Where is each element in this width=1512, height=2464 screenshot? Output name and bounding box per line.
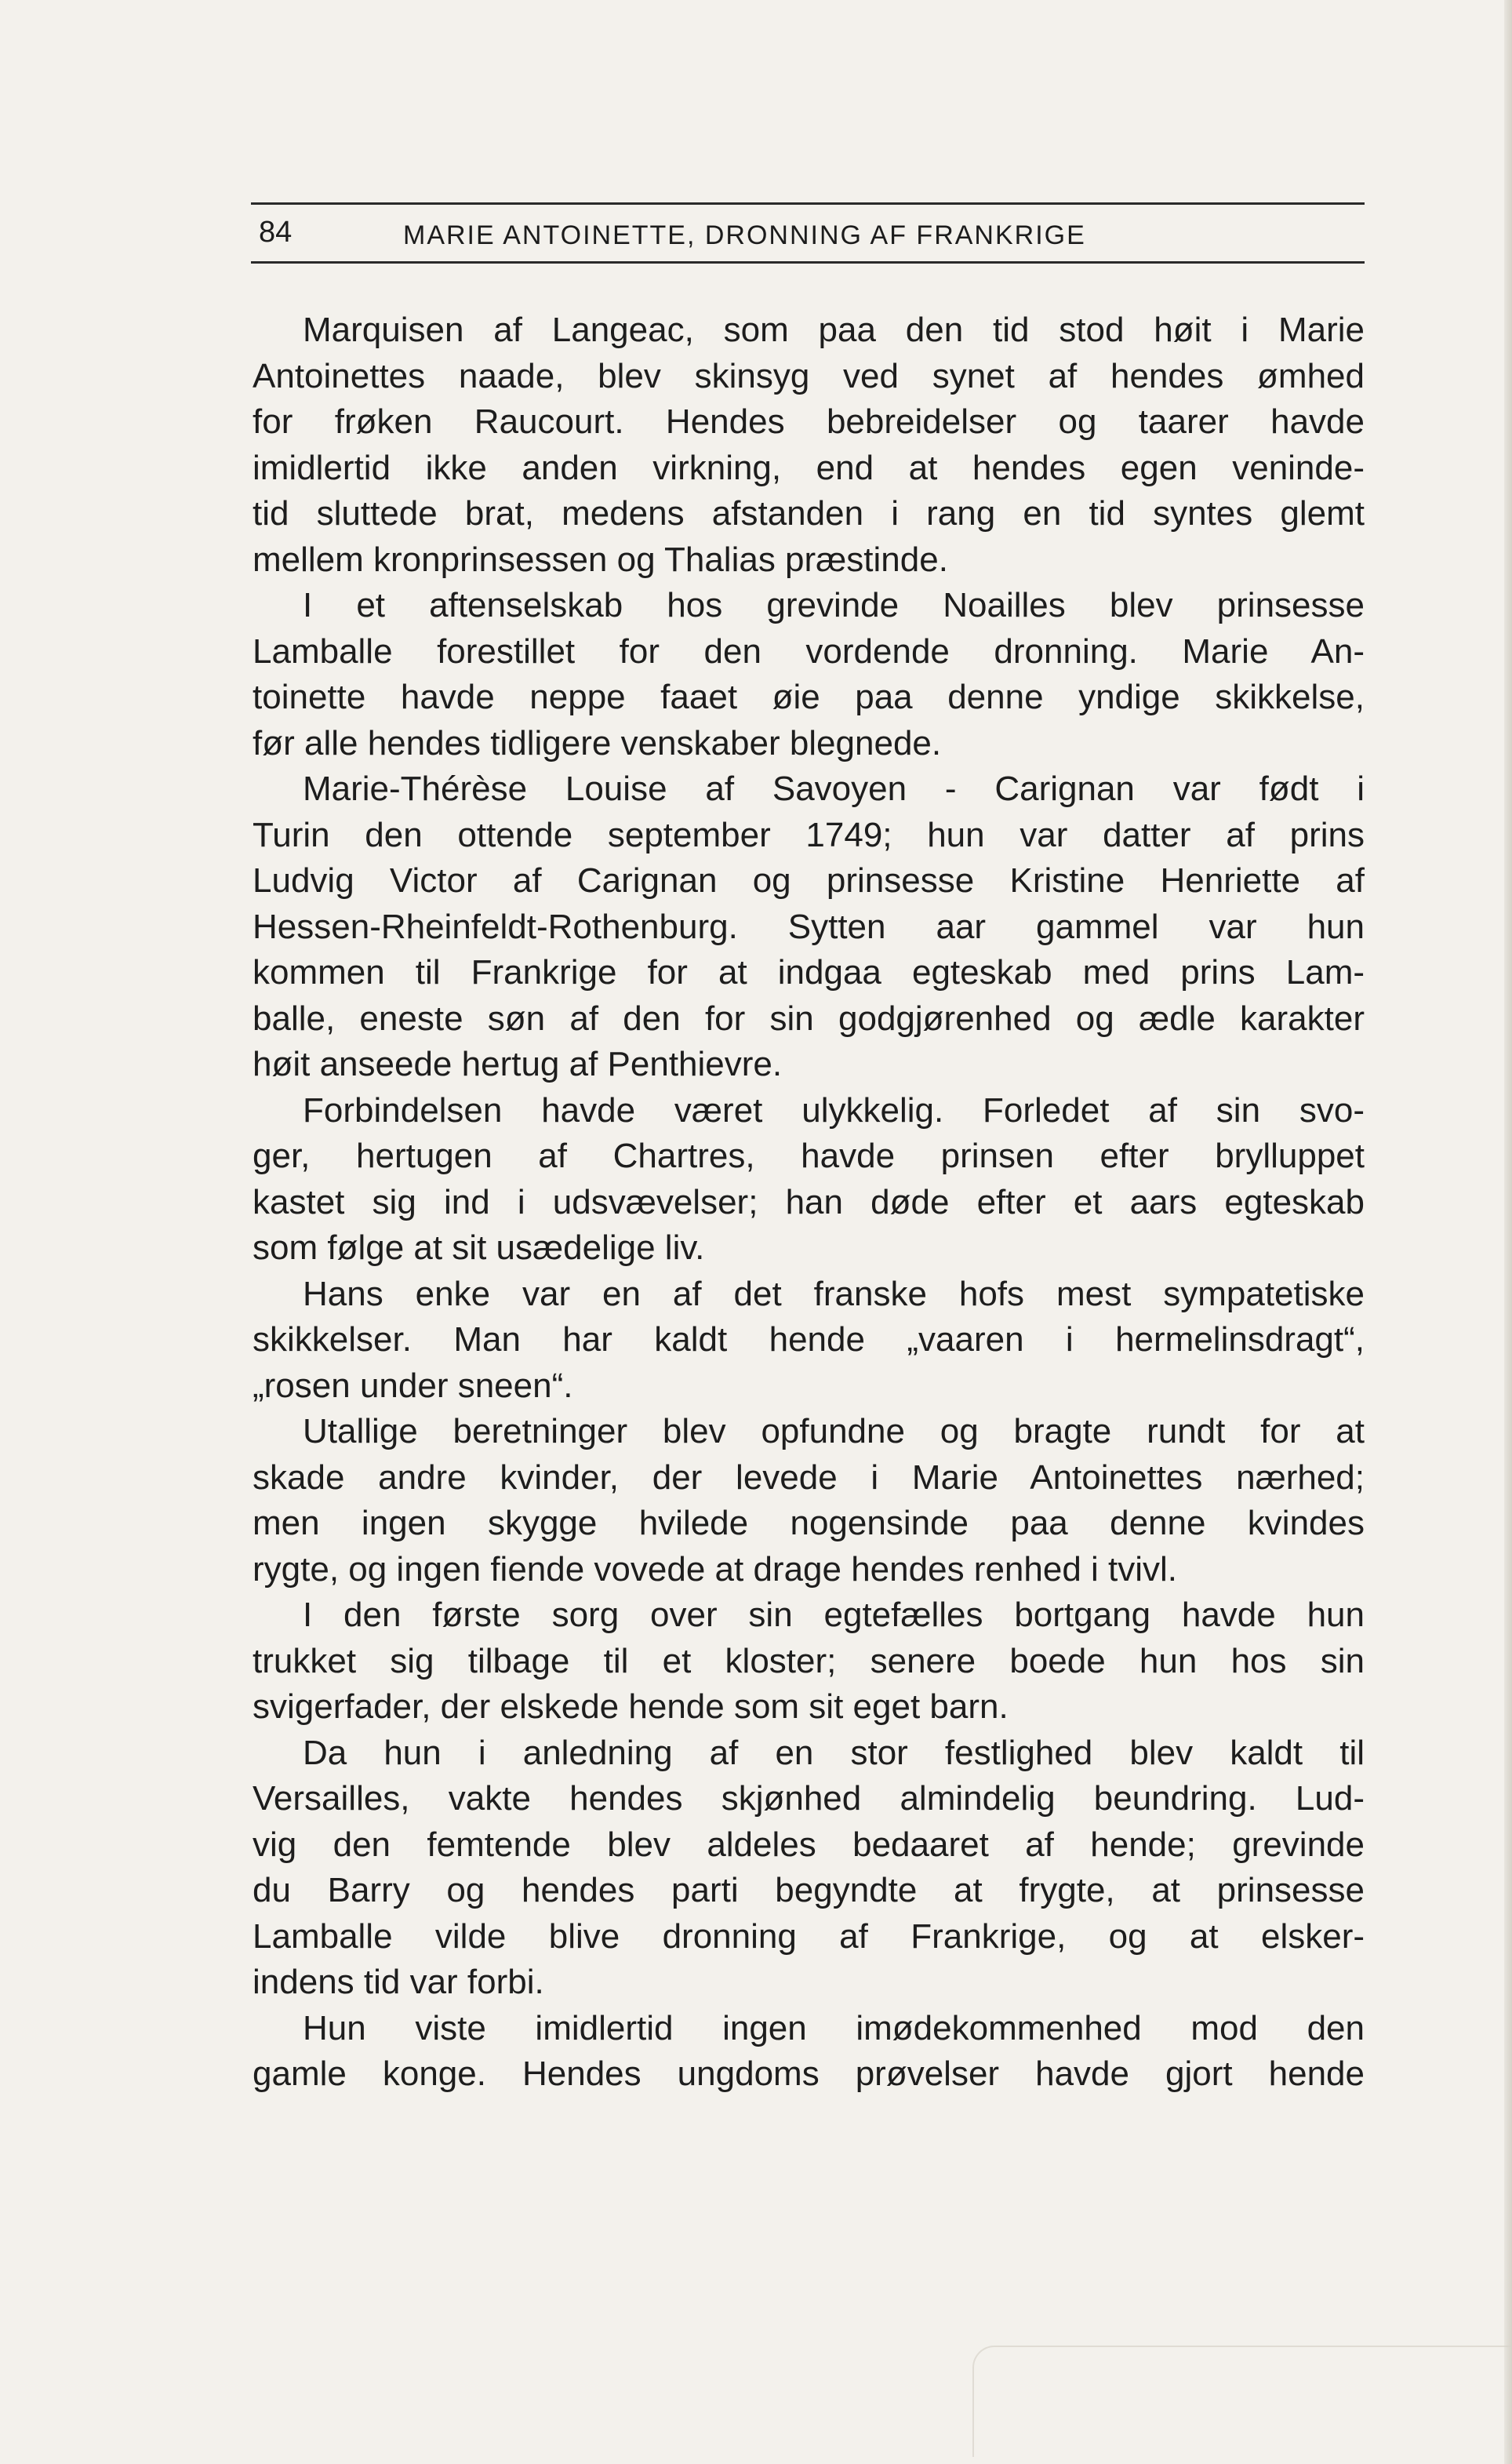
text-line: trukket sig tilbage til et kloster; senere boede hun hos sin	[253, 1641, 1365, 1680]
text-line: I et aftenselskab hos grevinde Noailles blev prinsesse	[303, 586, 1365, 624]
text-line: Ludvig Victor af Carignan og prinsesse Kristine Henriette af	[253, 861, 1365, 900]
text-line: Lamballe forestillet for den vordende dronning. Marie An-	[253, 631, 1365, 671]
text-line: indens tid var forbi.	[253, 1963, 544, 2001]
running-header	[251, 202, 1365, 264]
scan-artifact	[972, 2346, 1512, 2457]
text-line: Turin den ottende september 1749; hun var datter af prins	[253, 815, 1365, 854]
text-line: høit anseede hertug af Penthievre.	[253, 1045, 783, 1083]
text-line: mellem kronprinsessen og Thalias præstinde.	[253, 540, 948, 579]
text-line: som følge at sit usædelige liv.	[253, 1228, 705, 1267]
text-line: Hessen-Rheinfeldt-Rothenburg. Sytten aar gammel var hun	[253, 907, 1365, 946]
text-line: I den første sorg over sin egtefælles bortgang havde hun	[303, 1596, 1365, 1634]
text-line: Forbindelsen havde været ulykkelig. Forledet af sin svo-	[303, 1090, 1365, 1130]
text-line: toinette havde neppe faaet øie paa denne yndige skikkelse,	[253, 678, 1365, 716]
text-line: Marie-Thérèse Louise af Savoyen - Carignan var født i	[303, 770, 1365, 808]
text-line: Marquisen af Langeac, som paa den tid stod høit i Marie	[303, 311, 1365, 349]
text-line: imidlertid ikke anden virkning, end at hendes egen veninde-	[253, 448, 1365, 487]
text-line: balle, eneste søn af den for sin godgjørenhed og ædle karakter	[253, 999, 1365, 1038]
text-line: gamle konge. Hendes ungdoms prøvelser havde gjort hende	[253, 2055, 1365, 2093]
text-line: Antoinettes naade, blev skinsyg ved synet af hendes ømhed	[253, 356, 1365, 395]
text-line: Hun viste imidlertid ingen imødekommenhed mod den	[303, 2008, 1365, 2047]
text-line: men ingen skygge hvilede nogensinde paa denne kvindes	[253, 1504, 1365, 1542]
page-number: 84	[259, 216, 293, 249]
text-line: Lamballe vilde blive dronning af Frankrige, og at elsker-	[253, 1916, 1365, 1956]
text-line: vig den femtende blev aldeles bedaaret af hende; grevinde	[253, 1825, 1365, 1864]
text-line: skade andre kvinder, der levede i Marie Antoinettes nærhed;	[253, 1458, 1365, 1497]
text-line: ger, hertugen af Chartres, havde prinsen efter brylluppet	[253, 1137, 1365, 1175]
text-line: skikkelser. Man har kaldt hende „vaaren i hermelinsdragt“,	[253, 1320, 1365, 1359]
text-line: „rosen under sneen“.	[253, 1366, 573, 1405]
text-line: tid sluttede brat, medens afstanden i rang en tid syntes glemt	[253, 494, 1365, 533]
text-line: kastet sig ind i udsvævelser; han døde efter et aars egteskab	[253, 1182, 1365, 1221]
page-edge	[1504, 0, 1512, 2464]
text-line: Utallige beretninger blev opfundne og bragte rundt for at	[303, 1412, 1365, 1450]
text-line: før alle hendes tidligere venskaber blegnede.	[253, 723, 942, 762]
text-line: svigerfader, der elskede hende som sit eget barn.	[253, 1687, 1009, 1726]
body-text	[253, 308, 1365, 2098]
text-line: Versailles, vakte hendes skjønhed almindelig beundring. Lud-	[253, 1779, 1365, 1818]
running-title: MARIE ANTOINETTE, DRONNING AF FRANKRIGE	[403, 220, 1086, 250]
text-line: Da hun i anledning af en stor festlighed blev kaldt til	[303, 1733, 1365, 1772]
text-line: Hans enke var en af det franske hofs mest sympatetiske	[303, 1274, 1365, 1313]
text-line: kommen til Frankrige for at indgaa egteskab med prins Lam-	[253, 953, 1365, 992]
text-line: rygte, og ingen fiende vovede at drage hendes renhed i tvivl.	[253, 1549, 1178, 1589]
text-line: du Barry og hendes parti begyndte at frygte, at prinsesse	[253, 1871, 1365, 1909]
text-line: for frøken Raucourt. Hendes bebreidelser og taarer havde	[253, 402, 1365, 441]
